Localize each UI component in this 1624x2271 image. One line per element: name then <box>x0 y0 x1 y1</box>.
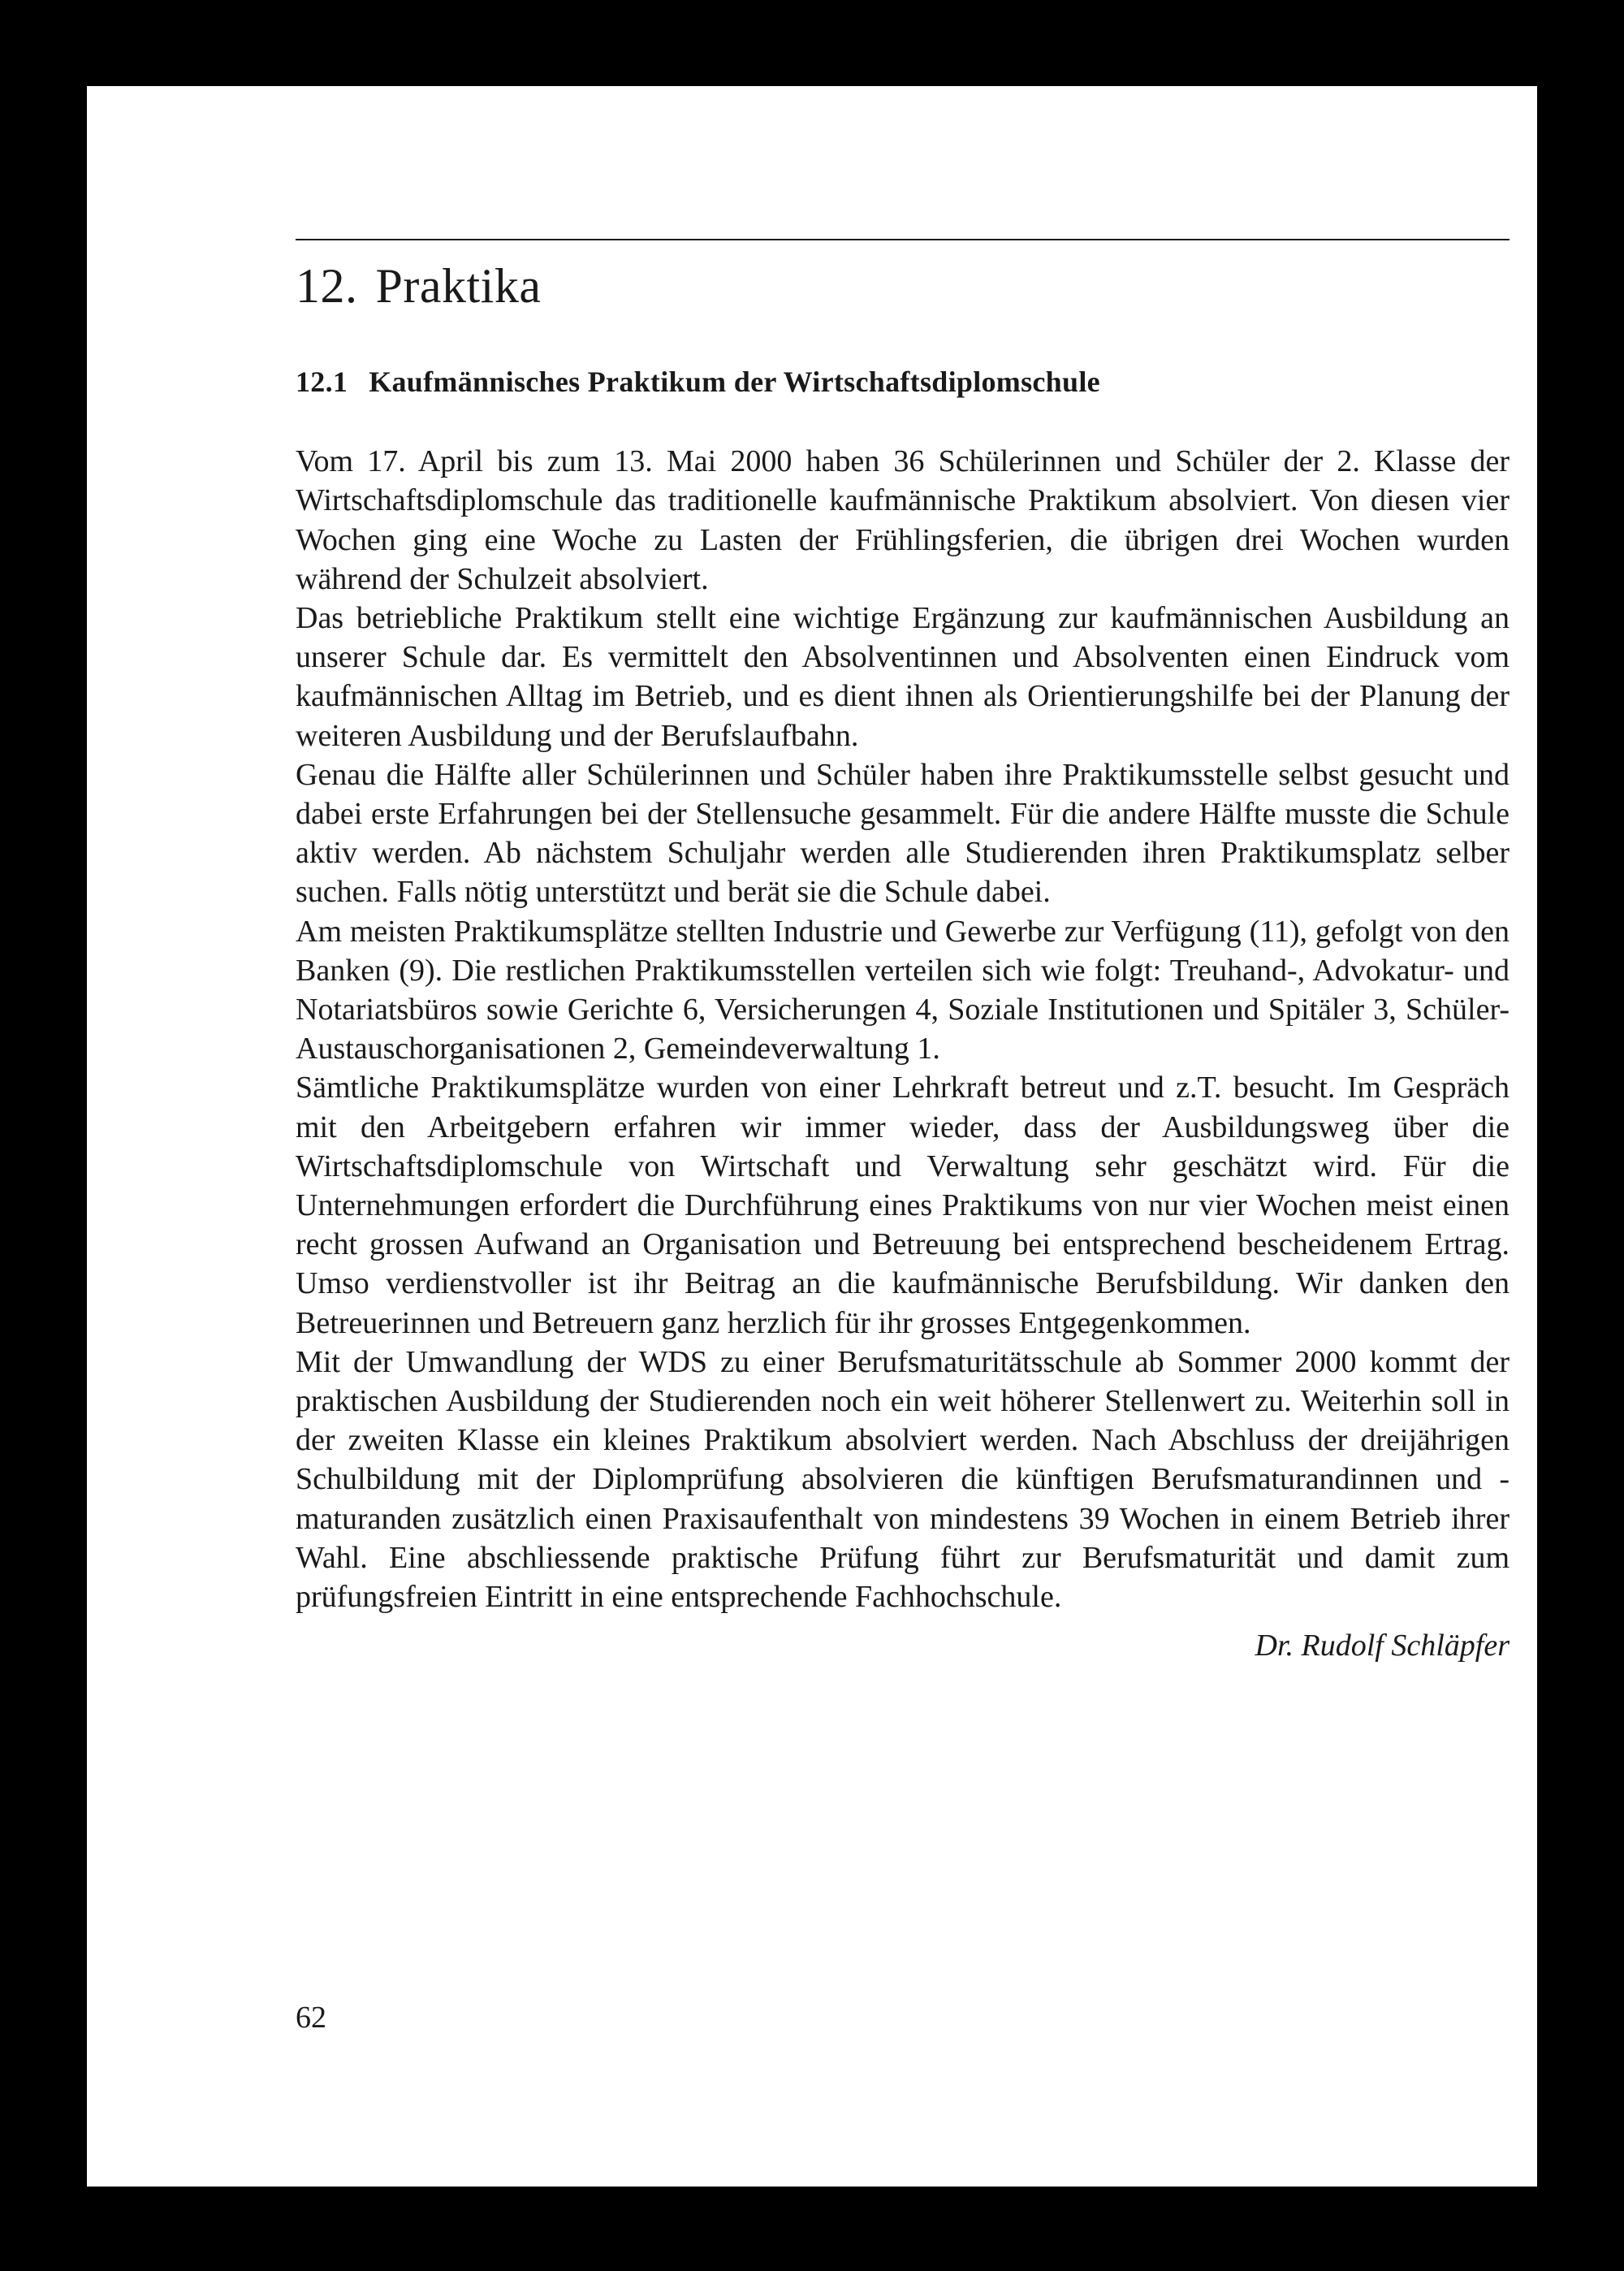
chapter-heading <box>296 258 1510 314</box>
section-number: 12.1 <box>296 366 348 398</box>
paragraph: Sämtliche Praktikumsplätze wurden von einer Lehrkraft betreut und z.T. besucht. Im Gespräch mit den Arbeitgebern erfahren wir immer wieder, dass der Ausbildungsweg über die Wirtschaftsdiplomschule von Wirtschaft und Verwaltung sehr geschätzt wird. Für die Unternehmungen erfordert die Durchführung eines Praktikums von nur vier Wochen meist einen recht grossen Aufwand an Organisation und Betreuung bei entsprechend bescheidenem Ertrag. Umso verdienstvoller ist ihr Beitrag an die kaufmännische Berufsbildung. Wir danken den Betreuerinnen und Betreuern ganz herzlich für ihr grosses Entgegenkommen. <box>296 1071 1510 1340</box>
section-title: Kaufmännisches Praktikum der Wirtschaftsdiplomschule <box>369 366 1100 398</box>
body-text <box>296 442 1510 1665</box>
page-number: 62 <box>296 2001 326 2035</box>
paragraph: Am meisten Praktikumsplätze stellten Industrie und Gewerbe zur Verfügung (11), gefolgt von den Banken (9). Die restlichen Praktikumsstellen verteilen sich wie folgt: Treuhand-, Advokatur- und Notariatsbüros sowie Gerichte 6, Versicherungen 4, Soziale Institutionen und Spitäler 3, Schüler-Austauschorganisationen 2, Gemeindeverwaltung 1. <box>296 914 1510 1066</box>
paragraph: Das betriebliche Praktikum stellt eine wichtige Ergänzung zur kaufmännischen Ausbildung an unserer Schule dar. Es vermittelt den Absolventinnen und Absolventen einen Eindruck vom kaufmännischen Alltag im Betrieb, und es dient ihnen als Orientierungshilfe bei der Planung der weiteren Ausbildung und der Berufslaufbahn. <box>296 601 1510 753</box>
top-rule <box>296 239 1510 240</box>
chapter-number: 12. <box>296 259 358 313</box>
document-page <box>87 86 1537 2187</box>
paragraph: Vom 17. April bis zum 13. Mai 2000 haben 36 Schülerinnen und Schüler der 2. Klasse der Wirtschaftsdiplomschule das traditionelle kaufmännische Praktikum absolviert. Von diesen vier Wochen ging eine Woche zu Lasten der Frühlingsferien, die übrigen drei Wochen wurden während der Schulzeit absolviert. <box>296 444 1510 596</box>
paragraph: Genau die Hälfte aller Schülerinnen und Schüler haben ihre Praktikumsstelle selbst gesucht und dabei erste Erfahrungen bei der Stellensuche gesammelt. Für die andere Hälfte musste die Schule aktiv werden. Ab nächstem Schuljahr werden alle Studierenden ihren Praktikumsplatz selber suchen. Falls nötig unterstützt und berät sie die Schule dabei. <box>296 757 1510 910</box>
page-content <box>296 239 1510 1665</box>
paragraph: Mit der Umwandlung der WDS zu einer Berufsmaturitätsschule ab Sommer 2000 kommt der praktischen Ausbildung der Studierenden noch ein weit höherer Stellenwert zu. Weiterhin soll in der zweiten Klasse ein kleines Praktikum absolviert werden. Nach Abschluss der dreijährigen Schulbildung mit der Diplomprüfung absolvieren die künftigen Berufsmaturandinnen und -maturanden zusätzlich einen Praxisaufenthalt von mindestens 39 Wochen in einem Betrieb ihrer Wahl. Eine abschliessende praktische Prüfung führt zur Berufsmaturität und damit zum prüfungsfreien Eintritt in eine entsprechende Fachhochschule. <box>296 1344 1510 1615</box>
chapter-title: Praktika <box>375 259 542 313</box>
section-heading <box>296 365 1510 400</box>
author-signature: Dr. Rudolf Schläpfer <box>1255 1629 1510 1663</box>
